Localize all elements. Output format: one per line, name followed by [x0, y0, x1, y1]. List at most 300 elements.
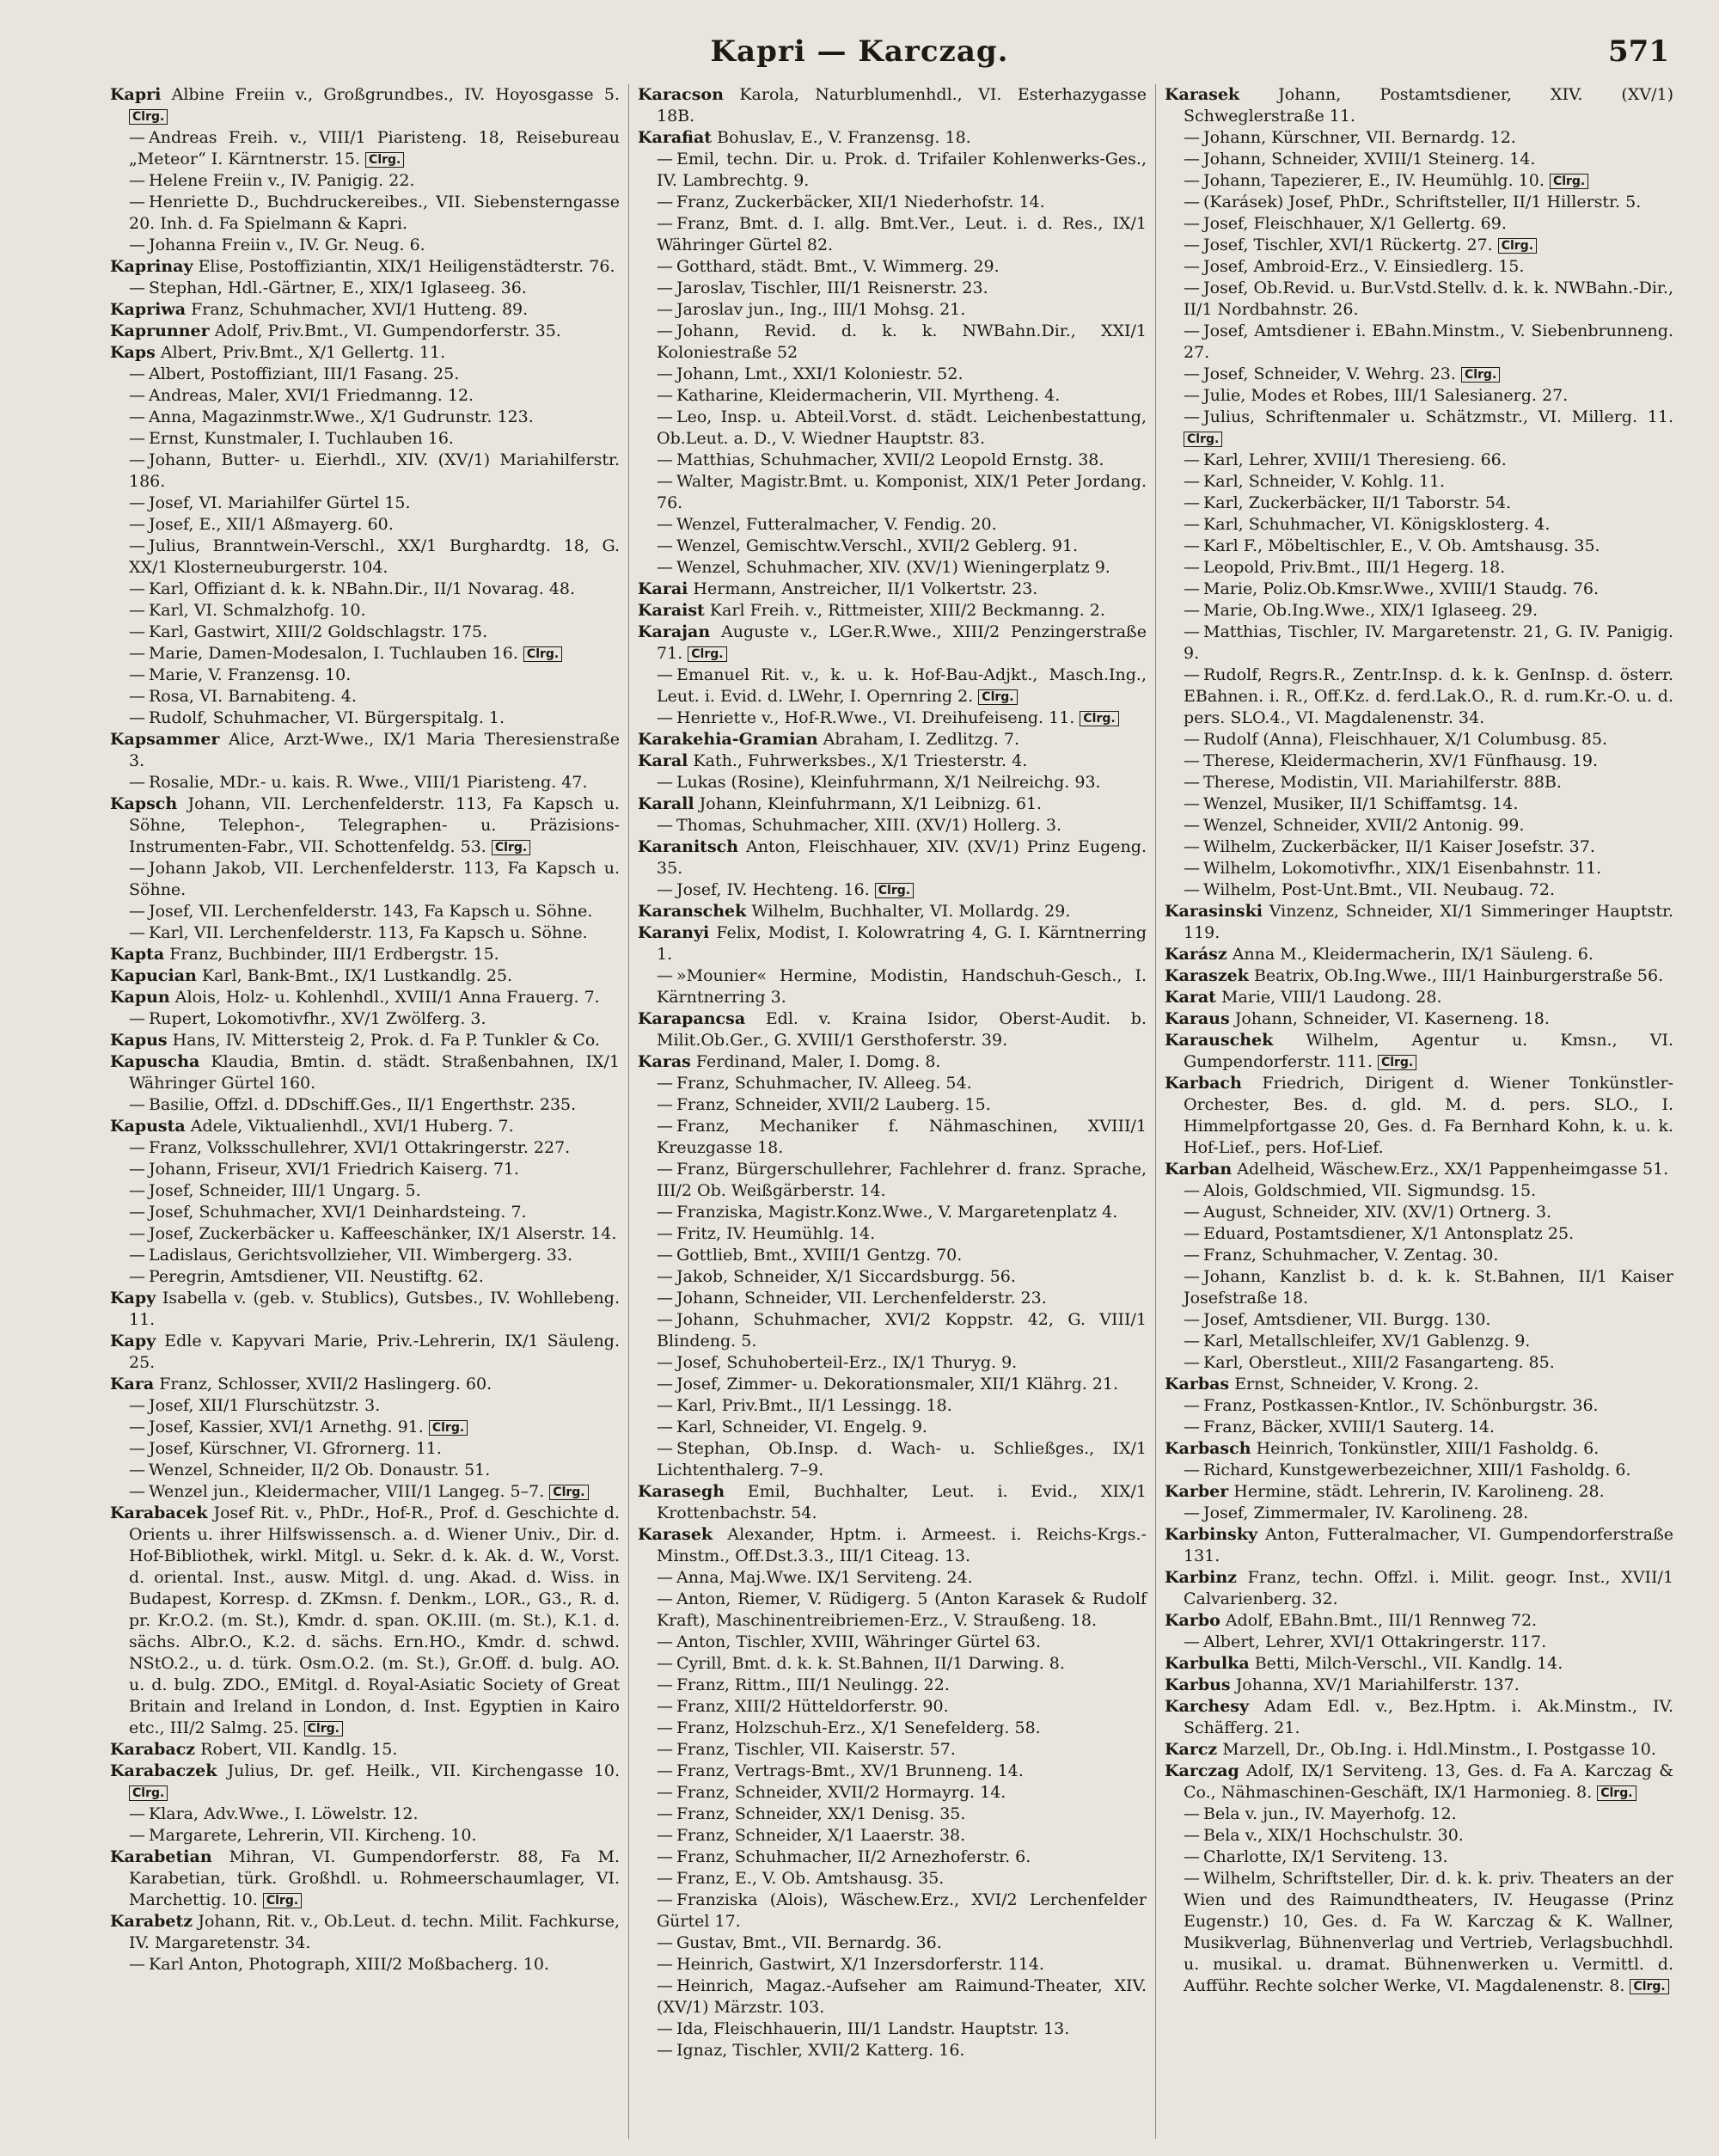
entry-details: Wilhelm, Post-Unt.Bmt., VII. Neubaug. 72. [1203, 880, 1556, 899]
entry-details: Albine Freiin v., Großgrundbes., IV. Hoyosgasse 5. [171, 85, 620, 104]
entry-surname: Karacson [638, 85, 724, 104]
directory-entry [110, 1266, 620, 1288]
clearing-badge: Clrg. [263, 1893, 302, 1908]
entry-dash: — [657, 1203, 673, 1222]
entry-dash: — [129, 1955, 145, 1974]
directory-entry [110, 643, 620, 665]
directory-entry [638, 1266, 1147, 1288]
entry-details: Charlotte, IX/1 Serviteng. 13. [1203, 1847, 1448, 1866]
entry-dash: — [657, 1976, 673, 1995]
directory-entry [1165, 149, 1673, 170]
directory-entry [638, 278, 1147, 299]
directory-entry [638, 1159, 1147, 1202]
entry-details: Peregrin, Amtsdiener, VII. Neustiftg. 62. [149, 1267, 484, 1286]
entry-details: Gottlieb, Bmt., XVIII/1 Gentzg. 70. [676, 1246, 963, 1265]
column-left [101, 84, 628, 2139]
entry-dash: — [657, 1568, 673, 1587]
entry-dash: — [1184, 816, 1200, 835]
entry-details: Wilhelm, Schriftsteller, Dir. d. k. k. priv. Theaters an der Wien und des Raimundtheaters, IV. Heugasse (Prinz Eugenstr.) 10, Ges. d. Fa W. Karczag & K. Wallner, Musikverlag, Bühnenverlag und Vertrieb, Verlagsbuchhdl. u. musikal. u. dramat. Bühnenwerken u. Vermittl. d. Aufführ. Rechte solcher Werke, VI. Magdalenenstr. 8. [1184, 1869, 1673, 1995]
entry-dash: — [129, 923, 145, 942]
directory-entry [1165, 987, 1673, 1008]
entry-dash: — [657, 816, 673, 835]
entry-dash: — [657, 1761, 673, 1780]
entry-details: Wenzel, Futteralmacher, V. Fendig. 20. [676, 515, 997, 534]
directory-entry [110, 192, 620, 235]
entry-surname: Karakehia-Gramian [638, 730, 818, 749]
directory-entry [638, 1116, 1147, 1159]
directory-entry [110, 1288, 620, 1331]
directory-entry [638, 1395, 1147, 1417]
directory-entry [638, 1202, 1147, 1223]
entry-details: Johann, Postamtsdiener, XIV. (XV/1) Schweglerstraße 11. [1184, 85, 1673, 126]
clearing-badge: Clrg. [129, 109, 168, 125]
directory-entry [638, 299, 1147, 321]
entry-dash: — [1184, 1203, 1200, 1222]
directory-entry [638, 1739, 1147, 1761]
entry-details: Josef, Zimmer- u. Dekorationsmaler, XII/1 Klährg. 21. [676, 1375, 1119, 1393]
directory-entry [638, 1825, 1147, 1847]
clearing-badge: Clrg. [1550, 174, 1588, 189]
entry-details: Emil, Buchhalter, Leut. i. Evid., XIX/1 Krottenbachstr. 54. [657, 1482, 1147, 1522]
entry-details: Heinrich, Tonkünstler, XIII/1 Fasholdg. 6. [1256, 1439, 1600, 1458]
entry-dash: — [657, 1654, 673, 1673]
entry-dash: — [1184, 1826, 1200, 1845]
directory-entry [638, 1696, 1147, 1718]
directory-entry [638, 665, 1147, 707]
entry-dash: — [129, 1482, 145, 1501]
directory-entry [110, 1739, 620, 1761]
entry-details: Franz, Buchbinder, III/1 Erdbergstr. 15. [169, 945, 499, 964]
directory-entry [638, 1718, 1147, 1739]
directory-entry [638, 1975, 1147, 2018]
entry-surname: Karbach [1165, 1074, 1242, 1093]
entry-details: Johann, Kanzlist b. d. k. k. St.Bahnen, II/1 Kaiser Josefstraße 18. [1184, 1267, 1673, 1308]
directory-entry [1165, 1223, 1673, 1245]
entry-surname: Kapsammer [110, 730, 220, 749]
entry-details: Edl. v. Kraina Isidor, Oberst-Audit. b. Milit.Ob.Ger., G. XVIII/1 Gersthoferstr. 39. [657, 1009, 1147, 1050]
directory-entry [1165, 600, 1673, 622]
clearing-badge: Clrg. [129, 1785, 168, 1801]
entry-details: Albert, Postoffiziant, III/1 Fasang. 25. [149, 364, 460, 383]
directory-entry [1165, 1825, 1673, 1847]
directory-entry [1165, 1739, 1673, 1761]
entry-dash: — [657, 1418, 673, 1436]
entry-details: Jakob, Schneider, X/1 Siccardsburgg. 56. [676, 1267, 1016, 1286]
entry-details: Bohuslav, E., V. Franzensg. 18. [717, 128, 971, 147]
directory-entry [638, 256, 1147, 278]
entry-surname: Karauschek [1165, 1031, 1274, 1050]
directory-entry [110, 1438, 620, 1460]
entry-details: Franz, Schuhmacher, XVI/1 Hutteng. 89. [191, 300, 529, 319]
entry-dash: — [1184, 773, 1200, 792]
entry-details: Leopold, Priv.Bmt., III/1 Hegerg. 18. [1203, 558, 1506, 577]
directory-entry [638, 514, 1147, 536]
entry-details: Hermann, Anstreicher, II/1 Volkertstr. 23. [693, 579, 1038, 598]
directory-entry [1165, 1352, 1673, 1374]
entry-dash: — [657, 1869, 673, 1888]
directory-entry [1165, 364, 1673, 385]
directory-entry [1165, 192, 1673, 213]
column-middle [628, 84, 1155, 2139]
entry-dash: — [657, 665, 673, 684]
entry-surname: Karapancsa [638, 1009, 746, 1028]
directory-entry [1165, 579, 1673, 600]
entry-details: Rudolf, Regrs.R., Zentr.Insp. d. k. k. GenInsp. d. österr. EBahnen. i. R., Off.Kz. d. ferd.Lak.O., R. d. rum.Kr.-O. u. d. pers. SLO.4., VI. Magdalenenstr. 34. [1184, 665, 1673, 727]
directory-entry [1165, 793, 1673, 815]
entry-dash: — [129, 515, 145, 534]
entry-details: Auguste v., LGer.R.Wwe., XIII/2 Penzingerstraße 71. [657, 622, 1147, 663]
entry-surname: Kapsch [110, 794, 178, 813]
entry-dash: — [657, 1933, 673, 1952]
entry-dash: — [657, 1890, 673, 1909]
entry-details: Robert, VII. Kandlg. 15. [200, 1740, 398, 1759]
entry-dash: — [1184, 128, 1200, 147]
entry-details: Franz, techn. Offzl. i. Milit. geogr. Inst., XVII/1 Calvarienberg. 32. [1184, 1568, 1673, 1608]
directory-entry [638, 1804, 1147, 1825]
entry-dash: — [1184, 364, 1200, 383]
entry-dash: — [1184, 150, 1200, 168]
entry-dash: — [129, 386, 145, 405]
entry-details: Stephan, Ob.Insp. d. Wach- u. Schließges., IX/1 Lichtenthalerg. 7–9. [657, 1439, 1147, 1479]
entry-dash: — [657, 1589, 673, 1608]
entry-dash: — [657, 407, 673, 426]
entry-details: Bela v., XIX/1 Hochschulstr. 30. [1203, 1826, 1464, 1845]
directory-entry [110, 944, 620, 965]
entry-dash: — [129, 1418, 145, 1436]
entry-dash: — [129, 1461, 145, 1479]
entry-details: Johann Jakob, VII. Lerchenfelderstr. 113, Fa Kapsch u. Söhne. [129, 859, 620, 899]
entry-details: Gotthard, städt. Bmt., V. Wimmerg. 29. [676, 257, 1000, 276]
directory-entry [110, 1395, 620, 1417]
entry-dash: — [129, 644, 145, 663]
directory-entry [110, 772, 620, 793]
entry-dash: — [1184, 880, 1200, 899]
entry-details: Therese, Modistin, VII. Mariahilferstr. 88B. [1203, 773, 1562, 792]
entry-dash: — [129, 193, 145, 211]
directory-entry [1165, 1395, 1673, 1417]
clearing-badge: Clrg. [1080, 711, 1118, 726]
entry-dash: — [657, 515, 673, 534]
directory-entry [110, 170, 620, 192]
entry-details: Adolf, IX/1 Serviteng. 13, Ges. d. Fa A. Karczag & Co., Nähmaschinen-Geschäft, IX/1 Harmonieg. 8. [1184, 1761, 1673, 1802]
directory-entry [638, 579, 1147, 600]
directory-entry [638, 1288, 1147, 1309]
directory-entry [110, 793, 620, 858]
page-number: 571 [1608, 34, 1669, 69]
entry-dash: — [1184, 279, 1200, 297]
entry-dash: — [1184, 601, 1200, 620]
entry-details: Franz, Schuhmacher, IV. Alleeg. 54. [676, 1074, 972, 1093]
entry-details: Franz, Postkassen-Kntlor., IV. Schönburgstr. 36. [1203, 1396, 1599, 1415]
entry-details: Eduard, Postamtsdiener, X/1 Antonsplatz 25. [1203, 1224, 1575, 1243]
entry-details: Franz, Rittm., III/1 Neulingg. 22. [676, 1675, 950, 1694]
directory-entry [110, 1954, 620, 1975]
entry-details: Mihran, VI. Gumpendorferstr. 88, Fa M. Karabetian, türk. Großhdl. u. Rohmeerschaumlager, VI. Marchettig. 10. [129, 1847, 620, 1909]
entry-details: Wilhelm, Buchhalter, VI. Mollardg. 29. [751, 902, 1071, 921]
directory-entry [1165, 557, 1673, 579]
entry-details: Therese, Kleidermacherin, XV/1 Fünfhausg. 19. [1203, 751, 1599, 770]
entry-dash: — [657, 1783, 673, 1802]
directory-entry [110, 514, 620, 536]
entry-dash: — [657, 1353, 673, 1372]
entry-details: Albert, Lehrer, XVI/1 Ottakringerstr. 117. [1203, 1632, 1547, 1651]
clearing-badge: Clrg. [978, 689, 1017, 705]
entry-details: Klaudia, Bmtin. d. städt. Straßenbahnen, IX/1 Währinger Gürtel 160. [129, 1052, 620, 1093]
entry-details: Wilhelm, Zuckerbäcker, II/1 Kaiser Josefstr. 37. [1203, 837, 1595, 856]
entry-dash: — [129, 687, 145, 706]
directory-entry [110, 1051, 620, 1094]
directory-entry [1165, 1653, 1673, 1675]
page-title: Kapri — Karczag. [710, 34, 1009, 69]
entry-surname: Kapy [110, 1289, 156, 1308]
directory-entry [110, 1761, 620, 1804]
directory-entry [1165, 1266, 1673, 1309]
entry-dash: — [1184, 794, 1200, 813]
entry-details: Franziska, Magistr.Konz.Wwe., V. Margaretenplatz 4. [676, 1203, 1118, 1222]
directory-entry [1165, 493, 1673, 514]
entry-details: Matthias, Tischler, IV. Margaretenstr. 21, G. IV. Panigig. 9. [1184, 622, 1673, 663]
directory-entry [1165, 256, 1673, 278]
directory-entry [110, 321, 620, 342]
entry-surname: Kapus [110, 1031, 168, 1050]
directory-entry [1165, 665, 1673, 729]
entry-dash: — [657, 214, 673, 233]
entry-surname: Karall [638, 794, 694, 813]
directory-entry [638, 385, 1147, 407]
entry-details: Albert, Priv.Bmt., X/1 Gellertg. 11. [160, 343, 446, 362]
directory-entry [1165, 321, 1673, 364]
directory-entry [110, 1911, 620, 1954]
entry-details: »Mounier« Hermine, Modistin, Handschuh-Gesch., I. Kärntnerring 3. [657, 966, 1147, 1007]
directory-entry [1165, 1030, 1673, 1073]
entry-details: Franz, Schlosser, XVII/2 Haslingerg. 60. [159, 1375, 492, 1393]
clearing-badge: Clrg. [549, 1485, 588, 1500]
entry-dash: — [129, 1095, 145, 1114]
entry-dash: — [657, 1246, 673, 1265]
directory-entry [638, 901, 1147, 922]
entry-dash: — [657, 1310, 673, 1329]
entry-dash: — [1184, 1461, 1200, 1479]
entry-dash: — [1184, 193, 1200, 211]
directory-entry [638, 622, 1147, 665]
entry-details: Margarete, Lehrerin, VII. Kircheng. 10. [149, 1826, 477, 1845]
directory-entry [1165, 235, 1673, 256]
entry-details: Abraham, I. Zedlitzg. 7. [823, 730, 1019, 749]
directory-entry [638, 407, 1147, 450]
entry-details: Josef, Kürschner, VI. Gfrornerg. 11. [149, 1439, 442, 1458]
entry-dash: — [129, 859, 145, 878]
entry-details: Helene Freiin v., IV. Panigig. 22. [149, 171, 415, 190]
entry-dash: — [129, 279, 145, 297]
entry-surname: Karanitsch [638, 837, 739, 856]
directory-entry [1165, 622, 1673, 665]
entry-details: Thomas, Schuhmacher, XIII. (XV/1) Hollerg. 3. [676, 816, 1062, 835]
entry-dash: — [129, 579, 145, 598]
entry-dash: — [1184, 1804, 1200, 1823]
entry-surname: Karabetz [110, 1912, 193, 1931]
entry-details: Josef, Zuckerbäcker u. Kaffeeschänker, IX/1 Alserstr. 14. [149, 1224, 617, 1243]
directory-entry [1165, 213, 1673, 235]
directory-entry [638, 1847, 1147, 1868]
entry-details: Adelheid, Wäschew.Erz., XX/1 Pappenheimgasse 51. [1237, 1160, 1669, 1179]
directory-entry [638, 729, 1147, 750]
directory-entry [1165, 1008, 1673, 1030]
entry-details: Johann, Schneider, VII. Lerchenfelderstr. 23. [676, 1289, 1047, 1308]
entry-dash: — [1184, 536, 1200, 555]
entry-details: Johann, Revid. d. k. k. NWBahn.Dir., XXI/1 Koloniestraße 52 [657, 322, 1147, 362]
directory-entry [110, 1116, 620, 1137]
directory-entry [638, 1438, 1147, 1481]
entry-dash: — [1184, 1267, 1200, 1286]
entry-details: Karl, Zuckerbäcker, II/1 Taborstr. 54. [1203, 493, 1512, 512]
entry-surname: Kapusta [110, 1117, 186, 1136]
directory-entry [638, 1890, 1147, 1932]
entry-details: Henriette D., Buchdruckereibes., VII. Siebensterngasse 20. Inh. d. Fa Spielmann & Kapri. [129, 193, 620, 233]
entry-surname: Karász [1165, 945, 1227, 964]
entry-details: Fritz, IV. Heumühlg. 14. [676, 1224, 876, 1243]
directory-entry [638, 364, 1147, 385]
entry-dash: — [657, 1396, 673, 1415]
clearing-badge: Clrg. [365, 152, 404, 168]
entry-dash: — [129, 902, 145, 921]
entry-dash: — [657, 257, 673, 276]
entry-dash: — [657, 1632, 673, 1651]
directory-entry [110, 1202, 620, 1223]
entry-surname: Karbas [1165, 1375, 1230, 1393]
entry-dash: — [1184, 1396, 1200, 1415]
entry-details: Johann, Schuhmacher, XVI/2 Koppstr. 42, G. VIII/1 Blindeng. 5. [657, 1310, 1147, 1351]
entry-details: Karl F., Möbeltischler, E., V. Ob. Amtshausg. 35. [1203, 536, 1600, 555]
entry-details: Edle v. Kapyvari Marie, Priv.-Lehrerin, IX/1 Säuleng. 25. [129, 1332, 620, 1372]
entry-details: Josef, VI. Mariahilfer Gürtel 15. [149, 493, 411, 512]
directory-entry [110, 235, 620, 256]
directory-entry [110, 901, 620, 922]
entry-details: Karola, Naturblumenhdl., VI. Esterhazygasse 18B. [657, 85, 1147, 126]
directory-entry [638, 1223, 1147, 1245]
entry-dash: — [129, 450, 145, 469]
directory-entry [1165, 1610, 1673, 1632]
entry-surname: Kapy [110, 1332, 156, 1351]
directory-columns [101, 84, 1683, 2139]
directory-entry [110, 84, 620, 127]
directory-entry [1165, 772, 1673, 793]
directory-entry [638, 1073, 1147, 1094]
entry-details: Jaroslav, Tischler, III/1 Reisnerstr. 23. [676, 279, 988, 297]
entry-surname: Karai [638, 579, 688, 598]
entry-dash: — [1184, 1418, 1200, 1436]
entry-details: Franz, Bmt. d. I. allg. Bmt.Ver., Leut. i. d. Res., IX/1 Währinger Gürtel 82. [657, 214, 1147, 254]
directory-entry [110, 600, 620, 622]
entry-details: Franz, Schuhmacher, V. Zentag. 30. [1203, 1246, 1499, 1265]
entry-dash: — [657, 322, 673, 340]
directory-entry [110, 1030, 620, 1051]
entry-details: Johann, Kürschner, VII. Bernardg. 12. [1203, 128, 1516, 147]
entry-surname: Karber [1165, 1482, 1229, 1501]
directory-entry [638, 1782, 1147, 1804]
directory-entry [110, 707, 620, 729]
directory-entry [638, 1954, 1147, 1975]
entry-dash: — [657, 386, 673, 405]
entry-dash: — [129, 1181, 145, 1200]
entry-surname: Karafiat [638, 128, 713, 147]
entry-details: Johann, Schneider, VI. Kaserneng. 18. [1234, 1009, 1550, 1028]
entry-surname: Karasinski [1165, 902, 1263, 921]
directory-entry [638, 1675, 1147, 1696]
directory-entry [110, 858, 620, 901]
entry-surname: Karbinsky [1165, 1525, 1258, 1544]
entry-details: Wenzel, Gemischtw.Verschl., XVII/2 Geblerg. 91. [676, 536, 1079, 555]
directory-entry [110, 686, 620, 707]
directory-entry [1165, 1331, 1673, 1352]
directory-entry [1165, 1761, 1673, 1804]
entry-details: Ernst, Schneider, V. Krong. 2. [1234, 1375, 1479, 1393]
entry-surname: Karanschek [638, 902, 747, 921]
directory-entry [110, 407, 620, 428]
entry-details: Elise, Postoffiziantin, XIX/1 Heiligenstädterstr. 76. [198, 257, 615, 276]
entry-surname: Karabacz [110, 1740, 196, 1759]
entry-details: Ignaz, Tischler, XVII/2 Katterg. 16. [676, 2041, 965, 2060]
entry-dash: — [1184, 622, 1200, 641]
entry-surname: Karbus [1165, 1675, 1231, 1694]
entry-dash: — [657, 1675, 673, 1694]
directory-entry [1165, 1696, 1673, 1739]
entry-details: Ida, Fleischhauerin, III/1 Landstr. Hauptstr. 13. [676, 2019, 1070, 2038]
entry-details: Adolf, EBahn.Bmt., III/1 Rennweg 72. [1225, 1611, 1538, 1630]
entry-details: Franz, Vertrags-Bmt., XV/1 Brunneng. 14. [676, 1761, 1024, 1780]
entry-details: Klara, Adv.Wwe., I. Löwelstr. 12. [149, 1804, 419, 1823]
entry-details: Wilhelm, Agentur u. Kmsn., VI. Gumpendorferstr. 111. [1184, 1031, 1673, 1071]
directory-entry [1165, 1632, 1673, 1653]
entry-details: Julius, Schriftenmaler u. Schätzmstr., VI. Millerg. 11. [1203, 407, 1673, 426]
directory-entry [1165, 536, 1673, 557]
entry-surname: Karanyi [638, 923, 710, 942]
entry-details: Karl, Schneider, V. Kohlg. 11. [1203, 472, 1446, 491]
entry-surname: Karbulka [1165, 1654, 1250, 1673]
entry-dash: — [657, 279, 673, 297]
directory-entry [110, 729, 620, 772]
entry-details: Josef, IV. Hechteng. 16. [676, 880, 870, 899]
directory-entry [638, 557, 1147, 579]
directory-entry [1165, 1245, 1673, 1266]
entry-details: Vinzenz, Schneider, XI/1 Simmeringer Hauptstr. 119. [1184, 902, 1674, 942]
directory-entry [1165, 1481, 1673, 1503]
directory-entry [110, 342, 620, 364]
directory-entry [638, 793, 1147, 815]
clearing-badge: Clrg. [429, 1420, 468, 1436]
entry-details: Alois, Holz- u. Kohlenhdl., XVIII/1 Anna Frauerg. 7. [174, 988, 600, 1007]
directory-entry [1165, 1374, 1673, 1395]
entry-details: Josef, Kassier, XVI/1 Arnethg. 91. [149, 1418, 424, 1436]
directory-entry [110, 1417, 620, 1438]
entry-surname: Karal [638, 751, 688, 770]
entry-dash: — [657, 1267, 673, 1286]
directory-entry [110, 622, 620, 643]
entry-details: Marie, VIII/1 Laudong. 28. [1220, 988, 1442, 1007]
entry-details: Wenzel, Schuhmacher, XIV. (XV/1) Wieningerplatz 9. [676, 558, 1110, 577]
entry-details: Kath., Fuhrwerksbes., X/1 Triesterstr. 4. [693, 751, 1028, 770]
directory-entry [1165, 1180, 1673, 1202]
entry-details: Karl, Schneider, VI. Engelg. 9. [676, 1418, 927, 1436]
entry-details: Johann, Kleinfuhrmann, X/1 Leibnizg. 61. [699, 794, 1043, 813]
directory-entry [638, 1352, 1147, 1374]
directory-entry [638, 879, 1147, 901]
entry-details: Wenzel, Musiker, II/1 Schiffamtsg. 14. [1203, 794, 1519, 813]
entry-details: Ernst, Kunstmaler, I. Tuchlauben 16. [149, 429, 454, 448]
entry-surname: Karbo [1165, 1611, 1220, 1630]
directory-entry [110, 579, 620, 600]
entry-details: Josef, Ambroid-Erz., V. Einsiedlerg. 15. [1203, 257, 1525, 276]
entry-details: Franz, Holzschuh-Erz., X/1 Senefelderg. 58. [676, 1718, 1041, 1737]
